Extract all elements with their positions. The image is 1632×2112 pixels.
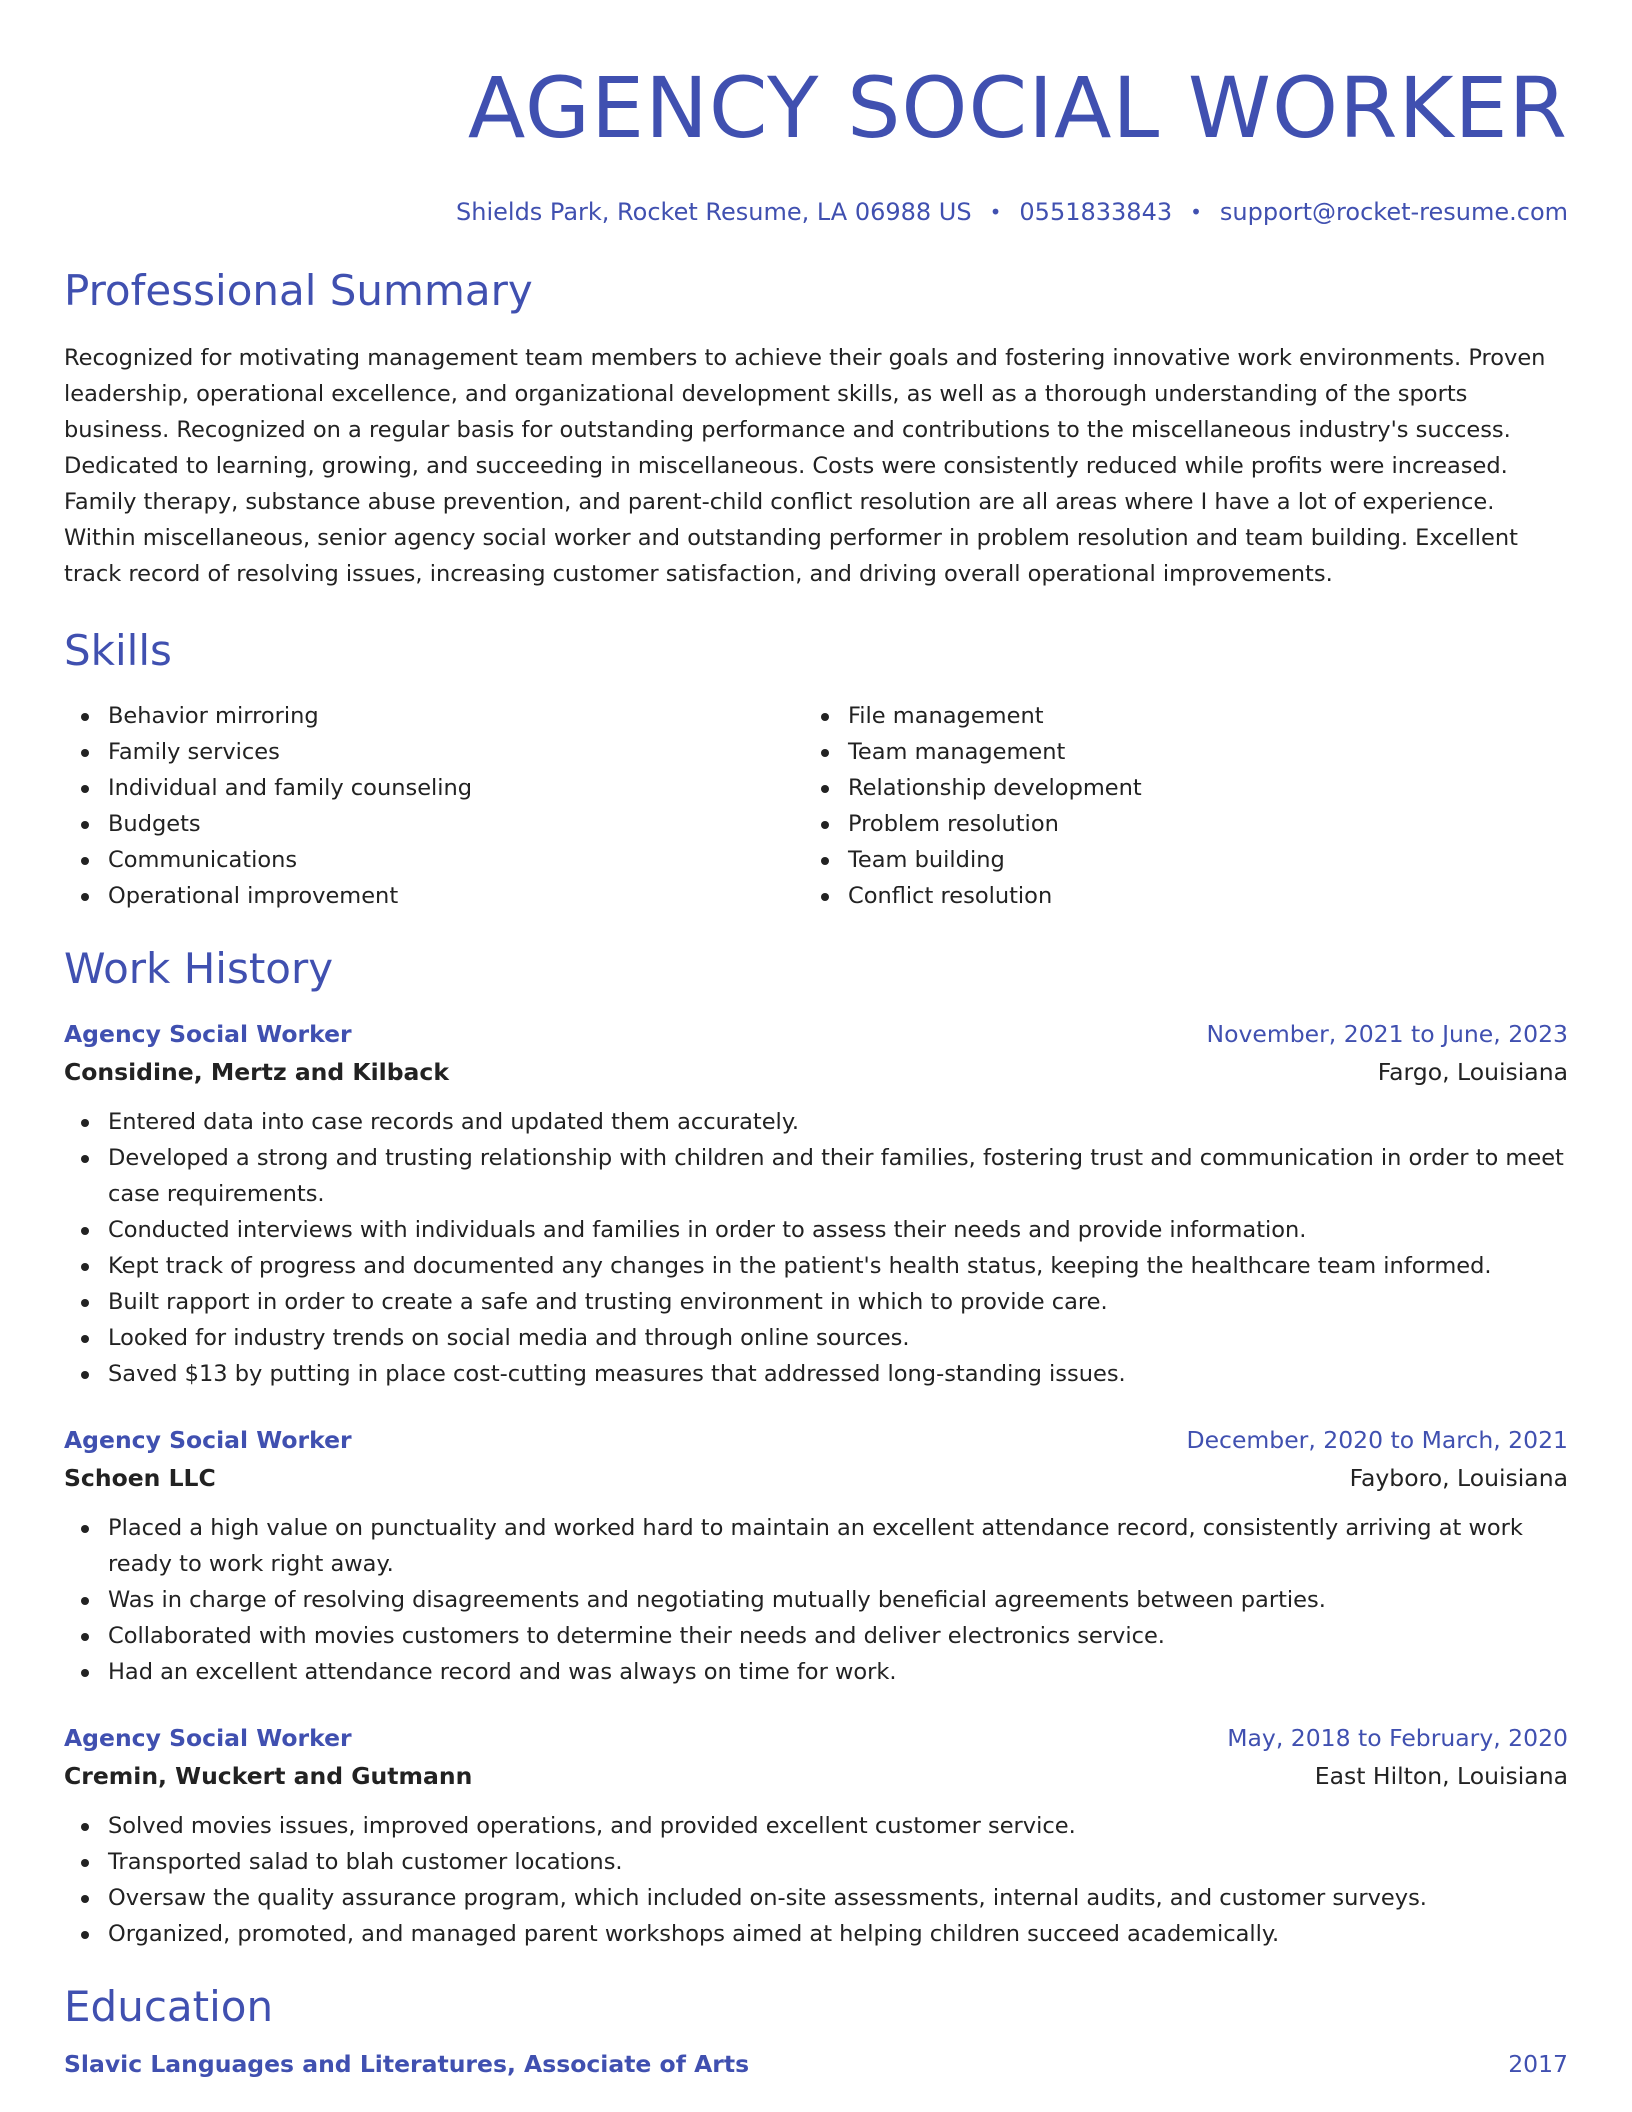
skill-item: File management: [804, 698, 1544, 734]
job-dates: December, 2020 to March, 2021: [1186, 1426, 1568, 1454]
job-bullets: [64, 1510, 1568, 1690]
section-title-work: Work History: [64, 944, 334, 993]
separator: •: [989, 200, 1002, 224]
job-bullet: Conducted interviews with individuals and families in order to assess their needs and provide information.: [64, 1212, 1568, 1248]
separator: •: [1190, 200, 1202, 224]
job-bullet: Had an excellent attendance record and was always on time for work.: [64, 1654, 1568, 1690]
job-bullet: Solved movies issues, improved operations, and provided excellent customer service.: [64, 1808, 1568, 1844]
skills-column-right: [804, 698, 1544, 914]
skill-item: Communications: [64, 842, 804, 878]
job-company: Considine, Mertz and Kilback: [64, 1058, 449, 1086]
education-year: 2017: [1508, 2050, 1568, 2078]
job-bullet: Saved $13 by putting in place cost-cutting measures that addressed long-standing issues.: [64, 1356, 1568, 1392]
section-title-skills: Skills: [64, 626, 172, 675]
job-location: Fargo, Louisiana: [1377, 1058, 1568, 1086]
section-title-summary: Professional Summary: [64, 266, 533, 315]
skill-item: Budgets: [64, 806, 804, 842]
resume-name: AGENCY SOCIAL WORKER: [467, 59, 1568, 157]
skills-column-left: [64, 698, 804, 914]
job-entry: [64, 1422, 1568, 1690]
job-bullet: Was in charge of resolving disagreements and negotiating mutually beneficial agreements between parties.: [64, 1582, 1568, 1618]
job-entry: [64, 1016, 1568, 1392]
skill-item: Operational improvement: [64, 878, 804, 914]
job-title: Agency Social Worker: [64, 1020, 352, 1048]
job-title: Agency Social Worker: [64, 1426, 352, 1454]
job-bullet: Developed a strong and trusting relationship with children and their families, fostering trust and communication in order to meet case requirements.: [64, 1140, 1568, 1212]
skill-item: Team building: [804, 842, 1544, 878]
address: Shields Park, Rocket Resume, LA 06988 US: [456, 198, 972, 226]
skill-item: Relationship development: [804, 770, 1544, 806]
skill-item: Family services: [64, 734, 804, 770]
job-entry: [64, 1720, 1568, 1952]
job-company: Schoen LLC: [64, 1464, 216, 1492]
education-entry: [64, 2046, 1568, 2082]
job-bullet: Oversaw the quality assurance program, which included on-site assessments, internal audits, and customer surveys.: [64, 1880, 1568, 1916]
job-title: Agency Social Worker: [64, 1724, 352, 1752]
job-bullet: Built rapport in order to create a safe and trusting environment in which to provide care.: [64, 1284, 1568, 1320]
job-bullet: Looked for industry trends on social media and through online sources.: [64, 1320, 1568, 1356]
section-title-education: Education: [64, 1982, 274, 2031]
skill-item: Problem resolution: [804, 806, 1544, 842]
job-bullet: Transported salad to blah customer locations.: [64, 1844, 1568, 1880]
job-bullet: Collaborated with movies customers to determine their needs and deliver electronics service.: [64, 1618, 1568, 1654]
job-bullet: Organized, promoted, and managed parent workshops aimed at helping children succeed academically.: [64, 1916, 1568, 1952]
job-bullets: [64, 1808, 1568, 1952]
education-degree: Slavic Languages and Literatures, Associate of Arts: [64, 2050, 750, 2078]
job-bullet: Entered data into case records and updated them accurately.: [64, 1104, 1568, 1140]
phone: 0551833843: [1019, 198, 1173, 226]
job-bullet: Placed a high value on punctuality and worked hard to maintain an excellent attendance record, consistently arriving at work ready to work right away.: [64, 1510, 1568, 1582]
skills-list: [64, 698, 1568, 914]
skill-item: Team management: [804, 734, 1544, 770]
skill-item: Conflict resolution: [804, 878, 1544, 914]
job-company: Cremin, Wuckert and Gutmann: [64, 1762, 473, 1790]
skill-item: Individual and family counseling: [64, 770, 804, 806]
email: support@rocket-resume.com: [1219, 198, 1568, 226]
job-location: East Hilton, Louisiana: [1314, 1762, 1568, 1790]
job-location: Fayboro, Louisiana: [1349, 1464, 1568, 1492]
job-dates: May, 2018 to February, 2020: [1227, 1724, 1568, 1752]
job-bullets: [64, 1104, 1568, 1392]
job-bullet: Kept track of progress and documented any changes in the patient's health status, keeping the healthcare team informed.: [64, 1248, 1568, 1284]
summary-text: Recognized for motivating management team members to achieve their goals and fostering innovative work environments. Proven leadership, operational excellence, and organizational development skills, as well as a thorough understanding of the sports business. Recognized on a regular basis for outstanding performance and contributions to the miscellaneous industry's success. Dedicated to learning, growing, and succeeding in miscellaneous. Costs were consistently reduced while profits were increased. Family therapy, substance abuse prevention, and parent-child conflict resolution are all areas where I have a lot of experience. Within miscellaneous, senior agency social worker and outstanding performer in problem resolution and team building. Excellent track record of resolving issues, increasing customer satisfaction, and driving overall operational improvements.: [64, 345, 1546, 587]
job-dates: November, 2021 to June, 2023: [1206, 1020, 1568, 1048]
contact-line: [64, 198, 1568, 226]
skill-item: Behavior mirroring: [64, 698, 804, 734]
